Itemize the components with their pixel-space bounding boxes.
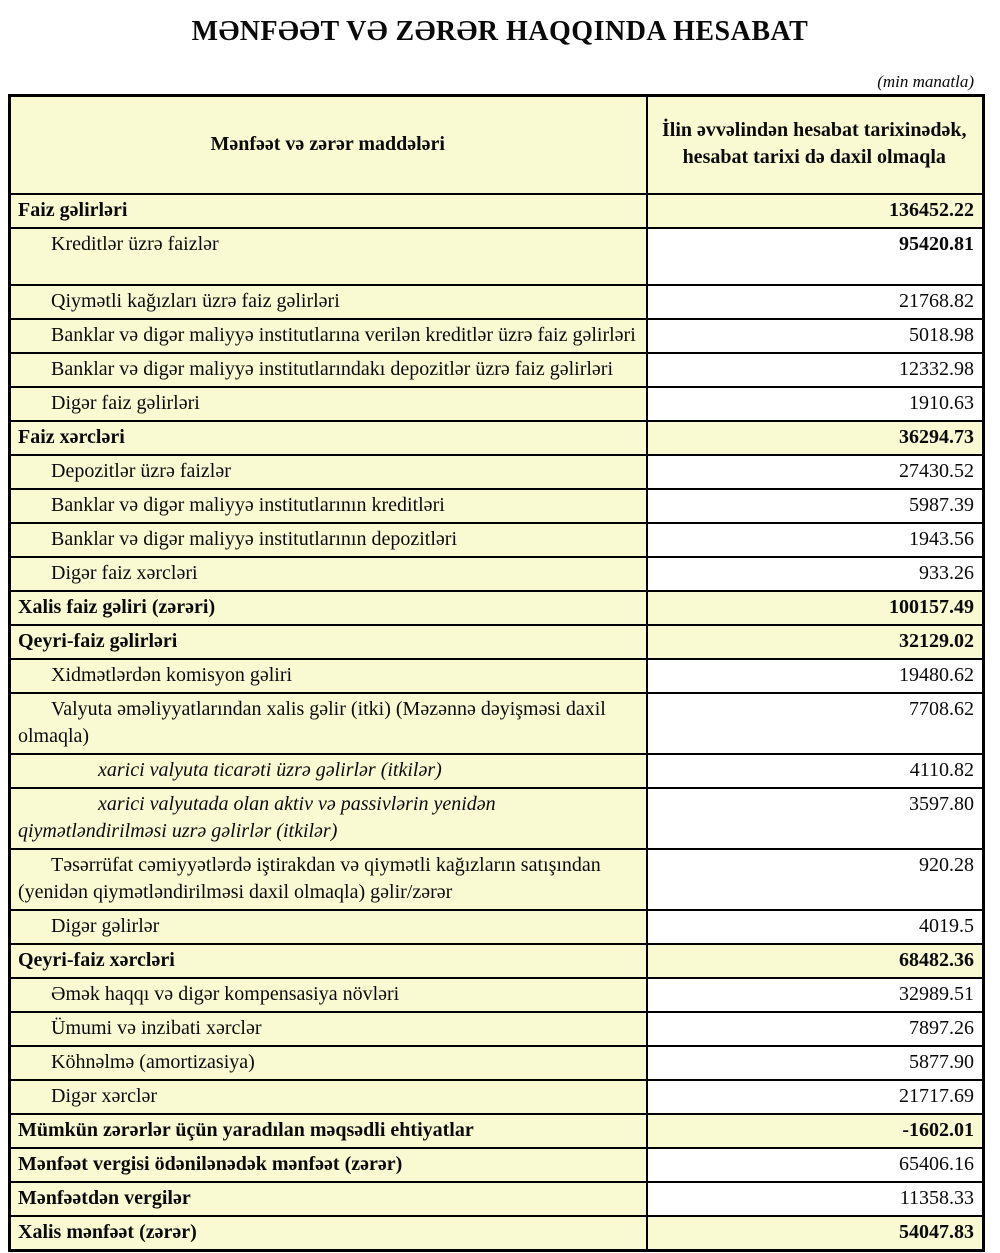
row-label: Depozitlər üzrə faizlər (10, 455, 647, 489)
row-value: 11358.33 (647, 1182, 984, 1216)
table-row (10, 849, 984, 910)
row-value: 32129.02 (647, 625, 984, 659)
row-value: -1602.01 (647, 1114, 984, 1148)
row-label: Digər faiz gəlirləri (10, 387, 647, 421)
row-value: 100157.49 (647, 591, 984, 625)
row-value: 4110.82 (647, 754, 984, 788)
table-row (10, 659, 984, 693)
row-value: 5018.98 (647, 319, 984, 353)
row-value: 7708.62 (647, 693, 984, 754)
row-label: Faiz gəlirləri (10, 194, 647, 228)
profit-loss-table (8, 94, 985, 1252)
row-label: xarici valyutada olan aktiv və passivlərin yenidən qiymətləndirilməsi uzrə gəlirlər (itkilər) (10, 788, 647, 849)
row-value: 920.28 (647, 849, 984, 910)
table-row (10, 754, 984, 788)
header-row (10, 96, 984, 194)
row-label: Banklar və digər maliyyə institutlarının depozitləri (10, 523, 647, 557)
row-label: Banklar və digər maliyyə institutlarına verilən kreditlər üzrə faiz gəlirləri (10, 319, 647, 353)
table-row (10, 978, 984, 1012)
row-label: Qeyri-faiz gəlirləri (10, 625, 647, 659)
table-body (10, 194, 984, 1251)
table-row (10, 319, 984, 353)
row-value: 933.26 (647, 557, 984, 591)
row-label: Təsərrüfat cəmiyyətlərdə iştirakdan və qiymətli kağızların satışından (yenidən qiymətləndirilməsi daxil olmaqla) gəlir/zərər (10, 849, 647, 910)
row-label: Digər xərclər (10, 1080, 647, 1114)
row-label: Köhnəlmə (amortizasiya) (10, 1046, 647, 1080)
row-value: 27430.52 (647, 455, 984, 489)
row-value: 3597.80 (647, 788, 984, 849)
table-row (10, 944, 984, 978)
row-label: Banklar və digər maliyyə institutlarının kreditləri (10, 489, 647, 523)
row-value: 21717.69 (647, 1080, 984, 1114)
row-label: Qiymətli kağızları üzrə faiz gəlirləri (10, 285, 647, 319)
table-row (10, 1046, 984, 1080)
table-row (10, 1012, 984, 1046)
table-row (10, 910, 984, 944)
row-label: Valyuta əməliyyatlarından xalis gəlir (itki) (Məzənnə dəyişməsi daxil olmaqla) (10, 693, 647, 754)
table-row (10, 387, 984, 421)
row-value: 7897.26 (647, 1012, 984, 1046)
row-value: 32989.51 (647, 978, 984, 1012)
table-row (10, 489, 984, 523)
table-row (10, 557, 984, 591)
row-label: Mənfəətdən vergilər (10, 1182, 647, 1216)
table-row (10, 523, 984, 557)
table-row (10, 625, 984, 659)
table-row (10, 194, 984, 228)
row-label: Mümkün zərərlər üçün yaradılan məqsədli ehtiyatlar (10, 1114, 647, 1148)
row-value: 136452.22 (647, 194, 984, 228)
row-label: Faiz xərcləri (10, 421, 647, 455)
row-value: 68482.36 (647, 944, 984, 978)
row-label: Ümumi və inzibati xərclər (10, 1012, 647, 1046)
table-row (10, 1216, 984, 1251)
row-value: 19480.62 (647, 659, 984, 693)
row-label: Banklar və digər maliyyə institutlarındakı depozitlər üzrə faiz gəlirləri (10, 353, 647, 387)
row-label: Mənfəət vergisi ödənilənədək mənfəət (zərər) (10, 1148, 647, 1182)
row-label: xarici valyuta ticarəti üzrə gəlirlər (itkilər) (10, 754, 647, 788)
row-value: 12332.98 (647, 353, 984, 387)
row-value: 1943.56 (647, 523, 984, 557)
table-row (10, 285, 984, 319)
row-label: Xidmətlərdən komisyon gəliri (10, 659, 647, 693)
row-label: Əmək haqqı və digər kompensasiya növləri (10, 978, 647, 1012)
table-row (10, 421, 984, 455)
table-row (10, 455, 984, 489)
col-header-period: İlin əvvəlindən hesabat tarixinədək, hesabat tarixi də daxil olmaqla (647, 96, 984, 194)
row-label: Digər gəlirlər (10, 910, 647, 944)
col-header-items: Mənfəət və zərər maddələri (10, 96, 647, 194)
unit-note: (min manatla) (877, 72, 974, 91)
page-title: MƏNFƏƏT VƏ ZƏRƏR HAQQINDA HESABAT (191, 16, 809, 47)
row-value: 4019.5 (647, 910, 984, 944)
row-label: Qeyri-faiz xərcləri (10, 944, 647, 978)
row-value: 1910.63 (647, 387, 984, 421)
table-row (10, 353, 984, 387)
table-row (10, 1148, 984, 1182)
row-label: Xalis faiz gəliri (zərəri) (10, 591, 647, 625)
row-label: Digər faiz xərcləri (10, 557, 647, 591)
table-row (10, 591, 984, 625)
row-value: 65406.16 (647, 1148, 984, 1182)
row-label: Xalis mənfəət (zərər) (10, 1216, 647, 1251)
table-row (10, 228, 984, 285)
table-row (10, 1114, 984, 1148)
table-row (10, 693, 984, 754)
row-value: 54047.83 (647, 1216, 984, 1251)
table-row (10, 1080, 984, 1114)
row-value: 5987.39 (647, 489, 984, 523)
table-row (10, 788, 984, 849)
row-value: 36294.73 (647, 421, 984, 455)
row-value: 5877.90 (647, 1046, 984, 1080)
table-row (10, 1182, 984, 1216)
row-value: 95420.81 (647, 228, 984, 285)
row-value: 21768.82 (647, 285, 984, 319)
row-label: Kreditlər üzrə faizlər (10, 228, 647, 285)
